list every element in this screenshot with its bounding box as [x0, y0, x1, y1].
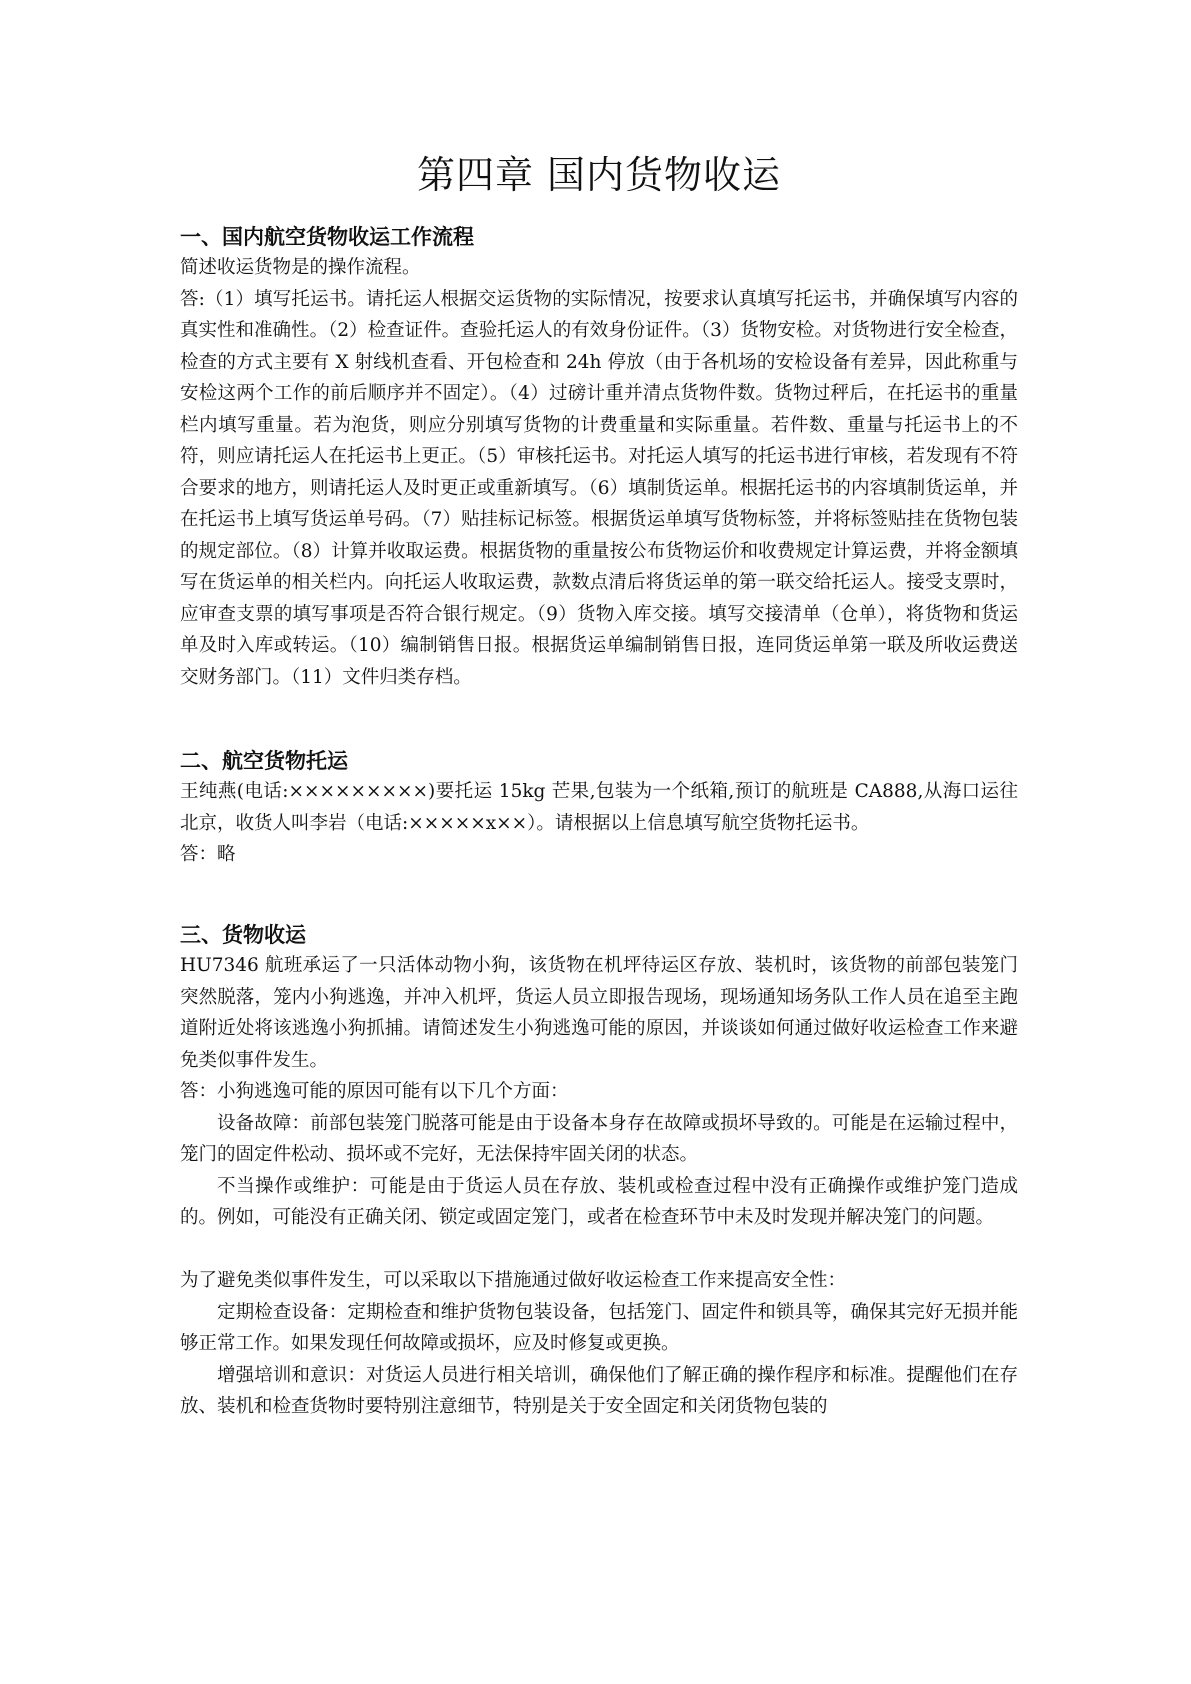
answer-intro: 答：小狗逃逸可能的原因可能有以下几个方面： [180, 1081, 569, 1102]
section-heading: 二、航空货物托运 [180, 749, 348, 773]
blank-line [180, 1234, 1018, 1266]
question-text: 简述收运货物是的操作流程。 [180, 257, 421, 278]
section-1 [180, 222, 1018, 693]
measures-intro: 为了避免类似事件发生，可以采取以下措施通过做好收运检查工作来提高安全性： [180, 1270, 847, 1291]
question-text: 王纯燕(电话:×××××××××)要托运 15kg 芒果,包装为一个纸箱,预订的航班是 CA888,从海口运往北京，收货人叫李岩（电话:×××××x××）。请根据以上信息填写航空货物托运书。 [180, 781, 1018, 834]
measure-point: 定期检查设备：定期检查和维护货物包装设备，包括笼门、固定件和锁具等，确保其完好无损并能够正常工作。如果发现任何故障或损坏，应及时修复或更换。 [180, 1301, 1018, 1354]
answer-text: 答：略 [180, 844, 236, 865]
section-3 [180, 920, 1018, 1423]
measure-point: 增强培训和意识：对货运人员进行相关培训，确保他们了解正确的操作程序和标准。提醒他们在存放、装机和检查货物时要特别注意细节，特别是关于安全固定和关闭货物包装的 [180, 1364, 1018, 1417]
question-text: HU7346 航班承运了一只活体动物小狗，该货物在机坪待运区存放、装机时，该货物的前部包装笼门突然脱落，笼内小狗逃逸，并冲入机坪，货运人员立即报告现场，现场通知场务队工作人员在追至主跑道附近处将该逃逸小狗抓捕。请简述发生小狗逃逸可能的原因，并谈谈如何通过做好收运检查工作来避免类似事件发生。 [180, 955, 1018, 1071]
answer-point: 不当操作或维护：可能是由于货运人员在存放、装机或检查过程中没有正确操作或维护笼门造成的。例如，可能没有正确关闭、锁定或固定笼门，或者在检查环节中未及时发现并解决笼门的问题。 [180, 1175, 1018, 1228]
section-heading: 三、货物收运 [180, 923, 306, 947]
answer-point: 设备故障：前部包装笼门脱落可能是由于设备本身存在故障或损坏导致的。可能是在运输过程中，笼门的固定件松动、损坏或不完好，无法保持牢固关闭的状态。 [180, 1112, 1018, 1165]
section-2 [180, 746, 1018, 871]
chapter-title: 第四章 国内货物收运 [416, 153, 782, 197]
section-heading: 一、国内航空货物收运工作流程 [180, 225, 474, 249]
answer-text: 答:（1）填写托运书。请托运人根据交运货物的实际情况，按要求认真填写托运书，并确保填写内容的真实性和准确性。（2）检查证件。查验托运人的有效身份证件。（3）货物安检。对货物进行安全检查，检查的方式主要有 X 射线机查看、开包检查和 24h 停放（由于各机场的安检设备有差异，因此称重与安检这两个工作的前后顺序并不固定）。（4）过磅计重并清点货物件数。货物过秤后，在托运书的重量栏内填写重量。若为泡货，则应分别填写货物的计费重量和实际重量。若件数、重量与托运书上的不符，则应请托运人在托运书上更正。（5）审核托运书。对托运人填写的托运书进行审核，若发现有不符合要求的地方，则请托运人及时更正或重新填写。（6）填制货运单。根据托运书的内容填制货运单，并在托运书上填写货运单号码。（7）贴挂标记标签。根据货运单填写货物标签，并将标签贴挂在货物包装的规定部位。（8）计算并收取运费。根据货物的重量按公布货物运价和收费规定计算运费，并将金额填写在货运单的相关栏内。向托运人收取运费，款数点清后将货运单的第一联交给托运人。接受支票时，应审查支票的填写事项是否符合银行规定。（9）货物入库交接。填写交接清单（仓单），将货物和货运单及时入库或转运。（10）编制销售日报。根据货运单编制销售日报，连同货运单第一联及所收运费送交财务部门。（11）文件归类存档。 [180, 288, 1018, 688]
